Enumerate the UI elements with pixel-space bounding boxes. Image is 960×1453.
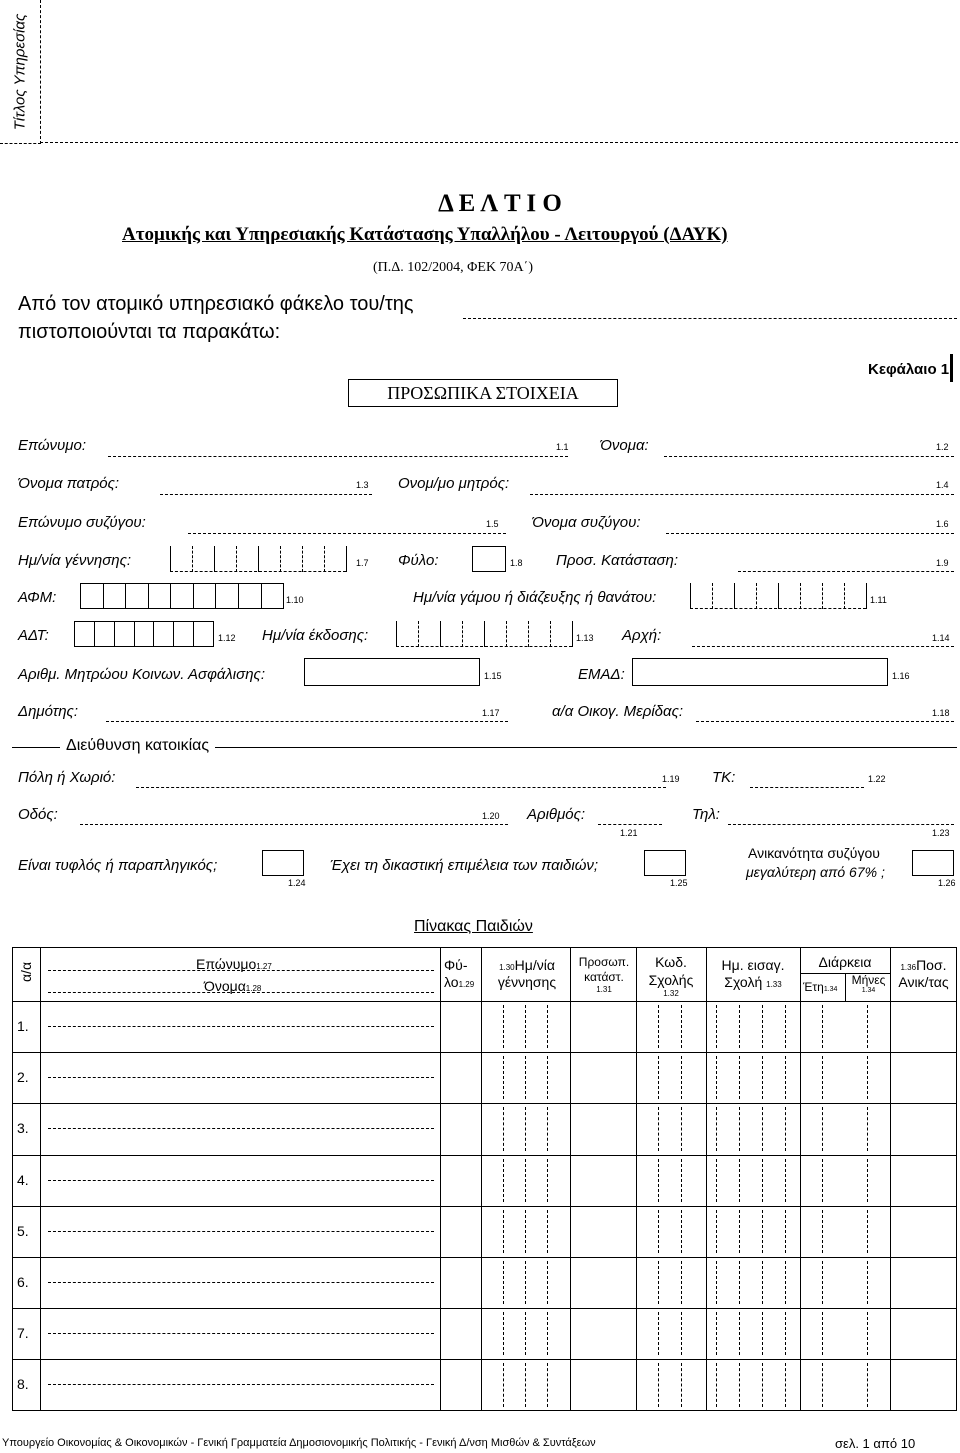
col-disab-code: 1.36: [900, 963, 917, 972]
cell-divider: [547, 1159, 548, 1202]
spouse-name-code: 1.6: [936, 519, 949, 529]
blind-label: Είναι τυφλός ή παραπληγικός;: [18, 857, 218, 874]
registry-number-field[interactable]: [304, 658, 480, 686]
cell-divider: [716, 1107, 717, 1150]
page-number: σελ. 1 από 10: [835, 1436, 916, 1451]
cell-divider: [658, 1261, 659, 1304]
row-number: 6.: [17, 1274, 29, 1290]
issue-date-label: Ημ/νία έκδοσης:: [262, 627, 369, 644]
row-number: 1.: [17, 1018, 29, 1034]
row-name-field[interactable]: [48, 1026, 434, 1027]
cell-divider: [503, 1107, 504, 1150]
authority-label: Αρχή:: [622, 627, 662, 644]
cell-divider: [547, 1312, 548, 1355]
cell-divider: [716, 1363, 717, 1406]
cell-divider: [822, 1312, 823, 1355]
table-row: [12, 1103, 957, 1104]
col-gender-text-2: λο: [444, 973, 459, 990]
row-name-field[interactable]: [48, 1384, 434, 1385]
mother-name-field[interactable]: [530, 494, 954, 495]
cell-divider: [681, 1159, 682, 1202]
street-field[interactable]: [80, 824, 508, 825]
col-gender-text-1: Φύ-: [444, 957, 468, 973]
marriage-date-code: 1.11: [870, 595, 887, 605]
family-share-field[interactable]: [696, 721, 954, 722]
afm-label: ΑΦΜ:: [18, 589, 57, 606]
col-divider-aa: [40, 947, 41, 1411]
col-status-code: 1.31: [596, 985, 612, 994]
name-code: 1.2: [936, 442, 949, 452]
table-row: [12, 1359, 957, 1360]
cell-divider: [785, 1005, 786, 1048]
col-entry-code: 1.33: [766, 979, 782, 989]
family-share-label: α/α Οικογ. Μερίδας:: [552, 703, 684, 720]
cell-divider: [739, 1005, 740, 1048]
cell-divider: [503, 1005, 504, 1048]
authority-code: 1.14: [932, 633, 950, 643]
cell-divider: [867, 1210, 868, 1253]
custody-checkbox[interactable]: [644, 850, 686, 876]
cell-divider: [525, 1261, 526, 1304]
row-name-field[interactable]: [48, 1333, 434, 1334]
cell-divider: [785, 1261, 786, 1304]
cell-divider: [867, 1261, 868, 1304]
cell-divider: [762, 1056, 763, 1099]
cell-divider: [547, 1005, 548, 1048]
col-birth-text-2: γέννησης: [497, 973, 557, 990]
section-title: ΠΡΟΣΩΠΙΚΑ ΣΤΟΙΧΕΙΑ: [348, 379, 618, 407]
spouse-disability-checkbox[interactable]: [912, 850, 954, 876]
cell-divider: [658, 1056, 659, 1099]
col-divider-school: [706, 947, 707, 1411]
cell-divider: [658, 1312, 659, 1355]
col-divider-duration: [890, 947, 891, 1411]
afm-code: 1.10: [286, 595, 304, 605]
surname-field[interactable]: [108, 456, 568, 457]
phone-label: Τηλ:: [692, 806, 720, 823]
cell-divider: [681, 1107, 682, 1150]
cell-divider: [739, 1312, 740, 1355]
col-surname-text: Επώνυμο: [196, 956, 257, 972]
cell-divider: [547, 1261, 548, 1304]
phone-field[interactable]: [728, 824, 954, 825]
cell-divider: [547, 1056, 548, 1099]
family-share-code: 1.18: [932, 708, 950, 718]
adt-code: 1.12: [218, 633, 236, 643]
chapter-label: Κεφάλαιο 1: [868, 361, 950, 378]
row-name-field[interactable]: [48, 1180, 434, 1181]
row-number: 7.: [17, 1325, 29, 1342]
issue-date-field[interactable]: [396, 621, 572, 647]
phone-code: 1.23: [932, 828, 950, 838]
side-title-label: Τίτλος Υπηρεσίας: [11, 13, 29, 131]
col-aa-header: α/α: [18, 961, 34, 983]
father-name-code: 1.3: [356, 480, 369, 490]
col-entry-text-2: Σχολή: [724, 973, 763, 990]
cell-divider: [785, 1107, 786, 1150]
cell-divider: [681, 1056, 682, 1099]
cell-divider: [785, 1210, 786, 1253]
cell-divider: [785, 1159, 786, 1202]
col-divider-entry: [800, 947, 801, 1411]
street-number-label: Αριθμός:: [527, 806, 586, 823]
cell-divider: [658, 1107, 659, 1150]
street-code: 1.20: [482, 811, 500, 821]
cell-divider: [716, 1159, 717, 1202]
cell-divider: [822, 1363, 823, 1406]
cell-divider: [525, 1159, 526, 1202]
table-row: [12, 1257, 957, 1258]
emad-label: ΕΜΑΔ:: [578, 666, 625, 683]
cell-divider: [822, 1159, 823, 1202]
cell-divider: [762, 1159, 763, 1202]
city-field[interactable]: [136, 787, 666, 788]
cell-divider: [716, 1056, 717, 1099]
cell-divider: [658, 1005, 659, 1048]
spouse-name-label: Όνομα συζύγου:: [532, 514, 641, 531]
surname-code: 1.1: [556, 442, 569, 452]
cell-divider: [525, 1107, 526, 1150]
birth-date-code: 1.7: [356, 558, 369, 568]
cell-divider: [503, 1363, 504, 1406]
cell-divider: [525, 1210, 526, 1253]
cell-divider: [762, 1210, 763, 1253]
mother-name-code: 1.4: [936, 480, 949, 490]
municipality-label: Δημότης:: [18, 703, 79, 720]
cell-divider: [785, 1312, 786, 1355]
cell-divider: [525, 1005, 526, 1048]
civil-status-field[interactable]: [738, 571, 954, 572]
cell-divider: [822, 1261, 823, 1304]
col-birth-code: 1.30: [499, 963, 515, 972]
postcode-code: 1.22: [868, 774, 886, 784]
document-title: Δ Ε Λ Τ Ι Ο: [438, 190, 562, 217]
row-number: 4.: [17, 1171, 29, 1188]
row-name-field[interactable]: [48, 1077, 434, 1078]
cell-divider: [503, 1159, 504, 1202]
col-birth-header: [484, 957, 570, 991]
col-entry-header: [706, 957, 800, 991]
custody-label: Έχει τη δικαστική επιμέλεια των παιδιών;: [330, 857, 599, 874]
table-header-divider: [12, 1001, 957, 1002]
cell-divider: [867, 1005, 868, 1048]
cell-divider: [525, 1312, 526, 1355]
row-name-field[interactable]: [48, 1128, 434, 1129]
cell-divider: [658, 1159, 659, 1202]
row-number: 3.: [17, 1120, 29, 1137]
intro-line-2: πιστοποιούνται τα παρακάτω:: [18, 321, 281, 343]
col-status-text-1: Προσωπ.: [578, 955, 630, 969]
cell-divider: [681, 1005, 682, 1048]
emad-code: 1.16: [892, 671, 910, 681]
blind-checkbox[interactable]: [262, 850, 304, 876]
col-years-code: 1.34: [823, 986, 838, 993]
cell-divider: [503, 1312, 504, 1355]
cell-divider: [867, 1107, 868, 1150]
postcode-field[interactable]: [750, 787, 864, 788]
father-name-label: Όνομα πατρός:: [18, 475, 120, 492]
authority-field[interactable]: [692, 646, 954, 647]
spouse-disability-label-2: μεγαλύτερη από 67% ;: [746, 864, 885, 880]
father-name-field[interactable]: [160, 494, 372, 495]
col-divider-name: [440, 947, 441, 1411]
col-months-header: [847, 974, 890, 995]
cell-divider: [739, 1159, 740, 1202]
cell-divider: [822, 1210, 823, 1253]
col-divider-birth: [570, 947, 571, 1411]
cell-divider: [681, 1363, 682, 1406]
chapter-bar: [950, 354, 953, 382]
cell-divider: [658, 1210, 659, 1253]
cell-divider: [739, 1363, 740, 1406]
col-school-code: 1.32: [663, 989, 679, 998]
col-months-text: Μήνες: [851, 973, 886, 987]
adt-label: ΑΔΤ:: [18, 627, 49, 644]
cell-divider: [822, 1056, 823, 1099]
cell-divider: [525, 1056, 526, 1099]
cell-divider: [867, 1312, 868, 1355]
cell-divider: [716, 1312, 717, 1355]
cell-divider: [739, 1107, 740, 1150]
document-subtitle: Ατομικής και Υπηρεσιακής Κατάστασης Υπαλλήλου - Λειτουργού (ΔΑΥΚ): [122, 224, 728, 245]
col-gender-header: [444, 957, 474, 991]
cell-divider: [716, 1210, 717, 1253]
marriage-date-label: Ημ/νία γάμου ή διάζευξης ή θανάτου:: [413, 589, 657, 606]
cell-divider: [658, 1363, 659, 1406]
adt-field[interactable]: [74, 621, 214, 647]
cell-divider: [739, 1261, 740, 1304]
cell-divider: [762, 1261, 763, 1304]
gender-code: 1.8: [510, 558, 523, 568]
col-gender-code: 1.29: [458, 979, 475, 989]
cell-divider: [867, 1056, 868, 1099]
col-status-header: [572, 955, 636, 995]
separator-top: [40, 142, 958, 143]
col-years-text: Έτη: [803, 980, 824, 994]
table-row: [12, 1052, 957, 1053]
street-label: Οδός:: [18, 806, 58, 823]
col-status-text-2: κατάστ.: [584, 970, 624, 984]
cell-divider: [822, 1107, 823, 1150]
gender-label: Φύλο:: [398, 552, 439, 569]
col-divider-gender: [481, 947, 482, 1411]
cell-divider: [681, 1261, 682, 1304]
cell-divider: [822, 1005, 823, 1048]
registry-number-label: Αριθμ. Μητρώου Κοινων. Ασφάλισης:: [18, 666, 265, 683]
cell-divider: [762, 1005, 763, 1048]
row-number: 8.: [17, 1376, 29, 1393]
cell-divider: [867, 1159, 868, 1202]
civil-status-label: Προσ. Κατάσταση:: [556, 552, 679, 569]
cell-divider: [547, 1363, 548, 1406]
cell-divider: [739, 1056, 740, 1099]
emad-field[interactable]: [632, 658, 888, 686]
cell-divider: [525, 1363, 526, 1406]
cell-divider: [762, 1107, 763, 1150]
col-divider-status: [636, 947, 637, 1411]
name-label: Όνομα:: [600, 437, 649, 454]
cell-divider: [681, 1312, 682, 1355]
city-label: Πόλη ή Χωριό:: [18, 769, 116, 786]
address-group-title: Διεύθυνση κατοικίας: [60, 737, 215, 755]
col-duration-text: Διάρκεια: [818, 954, 872, 970]
cell-divider: [785, 1363, 786, 1406]
col-birth-text-1: Ημ/νία: [514, 957, 555, 973]
spouse-disability-label-1: Ανικανότητα συζύγου: [748, 845, 880, 861]
cell-divider: [867, 1363, 868, 1406]
cell-divider: [739, 1210, 740, 1253]
street-number-code: 1.21: [620, 828, 638, 838]
service-file-line[interactable]: [463, 318, 957, 319]
row-number: 2.: [17, 1069, 29, 1086]
decree-reference: (Π.Δ. 102/2004, ΦΕΚ 70Α΄): [373, 260, 533, 275]
birth-date-label: Ημ/νία γέννησης:: [18, 552, 132, 569]
blind-code: 1.24: [288, 878, 306, 888]
cell-divider: [547, 1210, 548, 1253]
spouse-surname-code: 1.5: [486, 519, 499, 529]
cell-divider: [681, 1210, 682, 1253]
table-row: [12, 1155, 957, 1156]
cell-divider: [503, 1261, 504, 1304]
street-number-field[interactable]: [598, 824, 662, 825]
municipality-code: 1.17: [482, 708, 500, 718]
footer-text: Υπουργείο Οικονομίας & Οικονομικών - Γενική Γραμματεία Δημοσιονομικής Πολιτικής - Γενική Δ/νση Μισθών & Συντάξεων: [2, 1437, 596, 1449]
col-school-text-2: Σχολής: [648, 971, 694, 988]
col-duration-header: [800, 954, 890, 971]
mother-name-label: Ονομ/μο μητρός:: [398, 475, 510, 492]
table-row: [12, 1206, 957, 1207]
cell-divider: [547, 1107, 548, 1150]
spouse-surname-field[interactable]: [188, 533, 506, 534]
gender-field[interactable]: [472, 546, 506, 572]
spouse-surname-label: Επώνυμο συζύγου:: [18, 514, 146, 531]
postcode-label: ΤΚ:: [712, 769, 736, 786]
children-table-title: Πίνακας Παιδιών: [414, 918, 533, 935]
col-name-header: [204, 978, 261, 995]
name-field[interactable]: [664, 456, 954, 457]
cell-divider: [716, 1261, 717, 1304]
col-months-code: 1.34: [861, 987, 876, 995]
cell-divider: [503, 1056, 504, 1099]
table-row: [12, 1308, 957, 1309]
cell-divider: [503, 1210, 504, 1253]
surname-label: Επώνυμο:: [18, 437, 86, 454]
spouse-disability-code: 1.26: [938, 878, 956, 888]
col-years-header: [803, 980, 837, 994]
col-school-text-1: Κωδ.: [655, 954, 687, 970]
marriage-date-field[interactable]: [690, 583, 866, 609]
cell-divider: [785, 1056, 786, 1099]
civil-status-code: 1.9: [936, 558, 949, 568]
city-code: 1.19: [662, 774, 680, 784]
col-school-header: [636, 954, 706, 999]
row-name-field[interactable]: [48, 1231, 434, 1232]
cell-divider: [762, 1312, 763, 1355]
col-name-code: 1.28: [245, 984, 262, 993]
custody-code: 1.25: [670, 878, 688, 888]
issue-date-code: 1.13: [576, 633, 594, 643]
afm-field[interactable]: [80, 583, 284, 609]
spouse-name-field[interactable]: [666, 533, 954, 534]
col-name-text: Όνομα: [204, 978, 246, 994]
registry-number-code: 1.15: [484, 671, 502, 681]
row-number: 5.: [17, 1222, 29, 1239]
row-name-field[interactable]: [48, 1282, 434, 1283]
col-disab-text-2: Ανικ/τας: [898, 973, 949, 990]
col-disability-header: [890, 957, 957, 991]
col-entry-text-1: Ημ. εισαγ.: [721, 957, 785, 973]
cell-divider: [716, 1005, 717, 1048]
municipality-field[interactable]: [106, 721, 508, 722]
cell-divider: [762, 1363, 763, 1406]
col-surname-header: [196, 956, 272, 973]
birth-date-field[interactable]: [170, 546, 346, 572]
intro-line-1: Από τον ατομικό υπηρεσιακό φάκελο του/της: [18, 293, 414, 315]
col-surname-code: 1.27: [256, 962, 272, 971]
col-disab-text-1: Ποσ.: [916, 957, 947, 973]
duration-divider-v: [845, 973, 846, 1001]
